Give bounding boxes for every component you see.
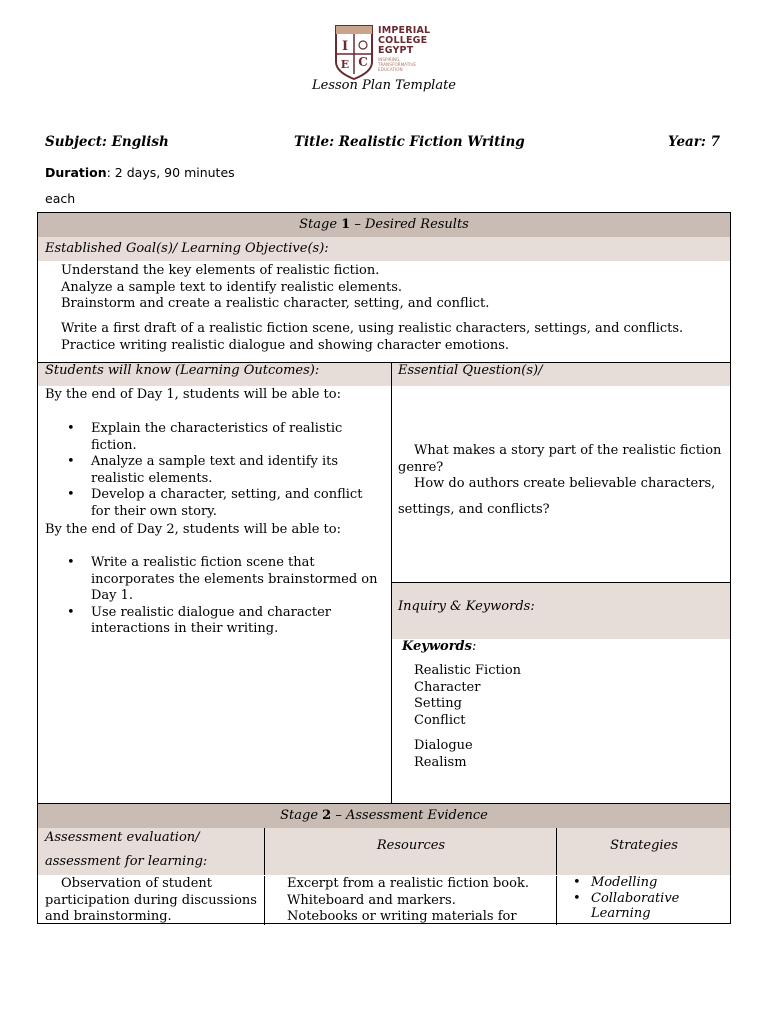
list-item: • Use realistic dialogue and character interactions in their writing. bbox=[45, 605, 385, 638]
strategies-list bbox=[565, 875, 725, 922]
day2-intro: By the end of Day 2, students will be able to: bbox=[45, 522, 341, 537]
logo-name bbox=[378, 26, 430, 56]
keyword: Conflict bbox=[414, 712, 466, 728]
stage1-header: Stage 1 – Desired Results bbox=[38, 213, 730, 237]
day2-outcomes-list bbox=[45, 555, 385, 638]
resources-list bbox=[287, 876, 529, 926]
column-divider bbox=[556, 828, 557, 925]
logo-tagline: INSPIRING, TRANSFORMATIVE EDUCATION bbox=[378, 57, 417, 72]
strategies-heading: Strategies bbox=[610, 838, 678, 853]
outcomes-heading-band bbox=[38, 363, 730, 386]
assessment-text: Observation of student participation during discussions and brainstorming. bbox=[45, 876, 257, 924]
essential-question-heading: Essential Question(s)/ bbox=[398, 363, 543, 378]
keyword: Setting bbox=[414, 696, 462, 711]
keywords-group-1 bbox=[414, 663, 521, 729]
essential-question-1: What makes a story part of the realistic fiction genre? bbox=[398, 443, 722, 475]
college-logo bbox=[334, 24, 444, 82]
list-item: • Develop a character, setting, and conflict for their own story. bbox=[45, 487, 385, 520]
resource-item: Excerpt from a realistic fiction book. bbox=[287, 876, 529, 891]
goals-group-1 bbox=[61, 263, 489, 313]
stage2-number: 2 bbox=[322, 808, 332, 823]
keyword: Character bbox=[414, 679, 481, 695]
goals-heading: Established Goal(s)/ Learning Objective(s): bbox=[38, 237, 730, 261]
list-item: • Collaborative Learning bbox=[565, 891, 725, 922]
crest-letter-3: E bbox=[340, 58, 350, 71]
inquiry-heading: Inquiry & Keywords: bbox=[392, 583, 730, 639]
keyword: Realism bbox=[414, 754, 467, 770]
title-label: Title: Realistic Fiction Writing bbox=[294, 134, 525, 150]
day1-outcomes-list bbox=[45, 421, 385, 520]
logo-name-line-1: IMPERIAL bbox=[378, 25, 431, 36]
duration-label: Duration bbox=[45, 165, 107, 180]
goals-group-2 bbox=[61, 321, 683, 354]
resource-item: Whiteboard and markers. bbox=[287, 892, 456, 908]
goal-item: Practice writing realistic dialogue and showing character emotions. bbox=[61, 337, 510, 353]
essential-question-2: How do authors create believable characters, bbox=[414, 476, 716, 491]
goal-item: Understand the key elements of realistic fiction. bbox=[61, 263, 380, 278]
logo-name-line-2: COLLEGE bbox=[378, 35, 428, 46]
keywords-group-2 bbox=[414, 738, 473, 771]
crest-letter-2: C bbox=[358, 55, 368, 69]
list-item: • Analyze a sample text and identify its realistic elements. bbox=[45, 454, 385, 487]
goal-item: Brainstorm and create a realistic character, setting, and conflict. bbox=[61, 296, 490, 311]
duration bbox=[45, 160, 245, 212]
stage1-number: 1 bbox=[341, 217, 351, 232]
resource-item: Notebooks or writing materials for bbox=[287, 909, 517, 924]
assessment-heading: Assessment evaluation/ assessment for learning: bbox=[45, 830, 208, 869]
goal-item: Analyze a sample text to identify realistic elements. bbox=[61, 279, 403, 295]
duration-value: : 2 days, 90 minutes bbox=[106, 165, 235, 180]
stage2-header: Stage 2 – Assessment Evidence bbox=[38, 804, 730, 828]
list-item: • Modelling bbox=[565, 875, 725, 891]
keyword: Realistic Fiction bbox=[414, 663, 522, 678]
keywords-label: Keywords: bbox=[402, 639, 477, 654]
subject-label: Subject: English bbox=[45, 134, 169, 150]
crest-icon bbox=[334, 24, 374, 80]
goal-item: Write a first draft of a realistic fiction scene, using realistic characters, settings, and conflicts. bbox=[61, 321, 684, 336]
column-divider bbox=[264, 828, 265, 925]
list-item: • Write a realistic fiction scene that incorporates the elements brainstormed on Day 1. bbox=[45, 555, 385, 605]
essential-question-3: settings, and conflicts? bbox=[398, 502, 550, 517]
crest-letter-1: I bbox=[341, 39, 349, 54]
outcomes-heading: Students will know (Learning Outcomes): bbox=[45, 363, 320, 378]
keyword: Dialogue bbox=[414, 738, 473, 753]
duration-value-line-2: each bbox=[45, 191, 76, 206]
logo-name-line-3: EGYPT bbox=[378, 45, 414, 56]
lesson-plan-table bbox=[37, 212, 731, 924]
list-item: • Explain the characteristics of realistic fiction. bbox=[45, 421, 385, 454]
document-title: Lesson Plan Template bbox=[312, 78, 456, 93]
day1-intro: By the end of Day 1, students will be able to: bbox=[45, 387, 341, 402]
resources-heading: Resources bbox=[376, 838, 446, 853]
year-label: Year: 7 bbox=[668, 134, 720, 150]
